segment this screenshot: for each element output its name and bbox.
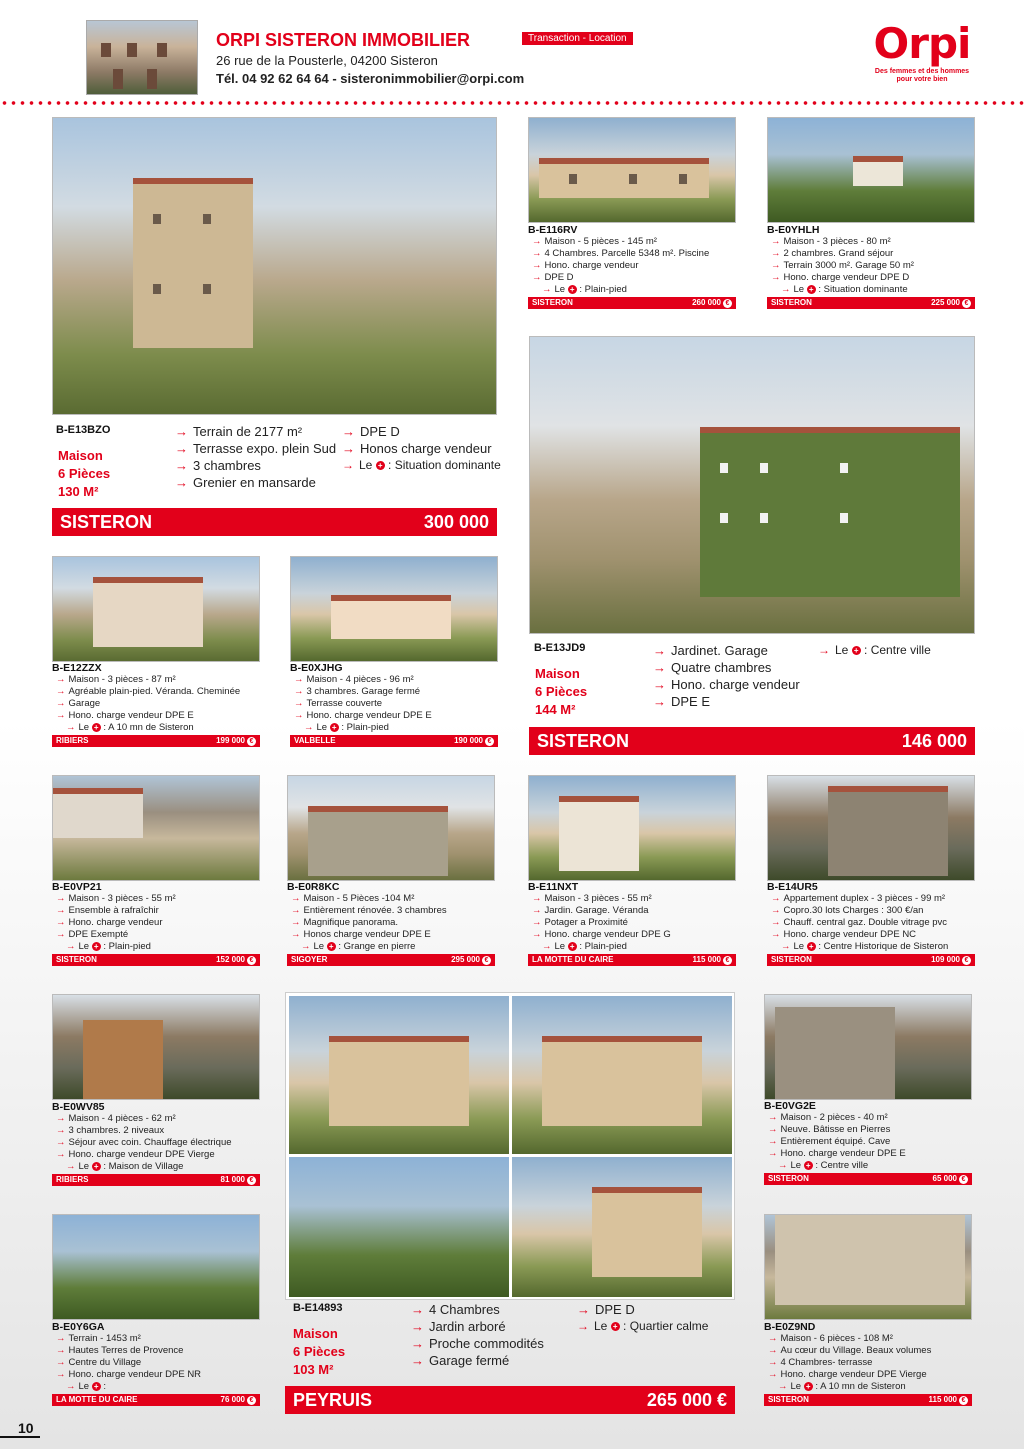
listing-card[interactable]	[52, 1321, 260, 1406]
listing-card[interactable]	[767, 881, 975, 966]
plus-icon: +	[92, 1382, 101, 1391]
logo-tagline-1: Des femmes et des hommes	[874, 68, 970, 75]
listing-price-bar: PEYRUIS 265 000 €	[285, 1386, 735, 1414]
listing-photo-b-e12zzx[interactable]	[52, 556, 260, 662]
euro-icon: €	[723, 299, 732, 308]
agency-address: 26 rue de la Pousterle, 04200 Sisteron	[216, 53, 438, 68]
listing-ref: B-E116RV	[528, 224, 578, 236]
listing-photo-b-e0r8kc[interactable]	[287, 775, 495, 881]
listing-ref: B-E0Y6GA	[52, 1321, 105, 1333]
euro-icon: €	[247, 1176, 256, 1185]
listing-card[interactable]	[52, 1101, 260, 1186]
listing-features: → Maison - 4 pièces - 62 m² → 3 chambres. 2 niveaux → Séjour avec coin. Chauffage électrique → Hono. charge vendeur DPE Vierge → Le + : Maison de Village	[52, 1113, 260, 1173]
plus-icon: +	[804, 1161, 813, 1170]
listing-price-bar: SISTERON 152 000 €	[52, 954, 260, 966]
listing-photo-b-e11nxt[interactable]	[528, 775, 736, 881]
orpi-logo	[866, 20, 978, 98]
listing-photo-b-e0yhlh[interactable]	[767, 117, 975, 223]
listing-photo-b-e0xjhg[interactable]	[290, 556, 498, 662]
listing-card[interactable]	[52, 881, 260, 966]
listing-features: → Maison - 4 pièces - 96 m² → 3 chambres. Garage fermé → Terrasse couverte → Hono. charge vendeur DPE E → Le + : Plain-pied	[290, 674, 498, 734]
euro-icon: €	[247, 737, 256, 746]
euro-icon: €	[485, 737, 494, 746]
listing-photo-b-e0vg2e[interactable]	[764, 994, 972, 1100]
listing-ref: B-E12ZZX	[52, 662, 102, 674]
listing-features: → Terrain de 2177 m² → Terrasse expo. plein Sud → 3 chambres → Grenier en mansarde	[175, 423, 336, 491]
listing-photo-b-e14ur5[interactable]	[767, 775, 975, 881]
listing-features: → Appartement duplex - 3 pièces - 99 m² → Copro.30 lots Charges : 300 €/an → Chauff. central gaz. Double vitrage pvc → Hono. charge vendeur DPE NC → Le + : Centre Historique de Sisteron	[767, 893, 975, 953]
listing-price-bar: SISTERON 260 000 €	[528, 297, 736, 309]
listing-features: → Maison - 5 pièces - 145 m² → 4 Chambres. Parcelle 5348 m². Piscine → Hono. charge vendeur → DPE D → Le + : Plain-pied	[528, 236, 736, 296]
plus-icon: +	[611, 1322, 620, 1331]
listing-features: → Maison - 2 pièces - 40 m² → Neuve. Bâtisse en Pierres → Entièrement équipé. Cave → Hono. charge vendeur DPE E → Le + : Centre ville	[764, 1112, 972, 1172]
listing-type: Maison 6 Pièces 144 M²	[535, 666, 588, 717]
listing-price-bar: SISTERON 225 000 €	[767, 297, 975, 309]
listing-photo-b-e0y6ga[interactable]	[52, 1214, 260, 1320]
listing-card[interactable]	[528, 224, 736, 309]
plus-icon: +	[807, 285, 816, 294]
plus-icon: +	[807, 942, 816, 951]
listing-price-bar: VALBELLE 190 000 €	[290, 735, 498, 747]
listing-ref: B-E0WV85	[52, 1101, 105, 1113]
listing-price-bar: RIBIERS 81 000 €	[52, 1174, 260, 1186]
plus-icon: +	[92, 723, 101, 732]
listing-price-bar: SISTERON 146 000	[529, 727, 975, 755]
listing-features: → Maison - 5 Pièces -104 M² → Entièrement rénovée. 3 chambres → Magnifique panorama. → Honos charge vendeur DPE E → Le + : Grange en pierre	[287, 893, 495, 953]
listing-features-2: → Le + : Centre ville	[818, 642, 931, 659]
listing-features: → 4 Chambres → Jardin arboré → Proche commodités → Garage fermé	[411, 1301, 544, 1369]
plus-icon: +	[568, 942, 577, 951]
listing-features-2: → DPE D → Le + : Quartier calme	[577, 1301, 708, 1335]
agency-name: ORPI SISTERON IMMOBILIER	[216, 30, 471, 50]
plus-icon: +	[568, 285, 577, 294]
euro-icon: €	[962, 299, 971, 308]
listing-card[interactable]	[764, 1100, 972, 1185]
transaction-location-tag: Transaction - Location	[522, 32, 633, 45]
listing-photo-b-e116rv[interactable]	[528, 117, 736, 223]
listing-card[interactable]	[290, 662, 498, 747]
listing-features: → Maison - 3 pièces - 55 m² → Ensemble à rafraîchir → Hono. charge vendeur → DPE Exempté → Le + : Plain-pied	[52, 893, 260, 953]
dotted-divider	[0, 100, 1024, 106]
euro-icon: €	[959, 1175, 968, 1184]
listing-features: → Terrain - 1453 m² → Hautes Terres de Provence → Centre du Village → Hono. charge vendeur DPE NR → Le + :	[52, 1333, 260, 1393]
listing-price-bar: SISTERON 300 000	[52, 508, 497, 536]
listing-card[interactable]	[767, 224, 975, 309]
euro-icon: €	[962, 956, 971, 965]
listing-features-2: → DPE D → Honos charge vendeur → Le + : Situation dominante	[342, 423, 501, 474]
listing-ref: B-E13BZO	[56, 424, 111, 436]
euro-icon: €	[482, 956, 491, 965]
plus-icon: +	[852, 646, 861, 655]
listing-price-bar: LA MOTTE DU CAIRE 76 000 €	[52, 1394, 260, 1406]
listing-card[interactable]	[764, 1321, 972, 1406]
listing-photo-b-e0vp21[interactable]	[52, 775, 260, 881]
listing-ref: B-E0VG2E	[764, 1100, 816, 1112]
logo-tagline-2: pour votre bien	[896, 76, 948, 83]
listing-ref: B-E14UR5	[767, 881, 818, 893]
listing-ref: B-E0YHLH	[767, 224, 820, 236]
page-number: 10	[0, 1420, 40, 1438]
listing-price-bar: SISTERON 115 000 €	[764, 1394, 972, 1406]
listing-type: Maison 6 Pièces 103 M²	[293, 1326, 346, 1377]
euro-icon: €	[959, 1396, 968, 1405]
plus-icon: +	[327, 942, 336, 951]
listing-price-bar: SIGOYER 295 000 €	[287, 954, 495, 966]
listing-features: → Maison - 6 pièces - 108 M² → Au cœur du Village. Beaux volumes → 4 Chambres- terrasse → Hono. charge vendeur DPE Vierge → Le + : A 10 mn de Sisteron	[764, 1333, 972, 1393]
euro-icon: €	[723, 956, 732, 965]
listing-card[interactable]	[52, 662, 260, 747]
listing-card[interactable]	[528, 881, 736, 966]
listing-price-bar: SISTERON 109 000 €	[767, 954, 975, 966]
listing-features: → Jardinet. Garage → Quatre chambres → Hono. charge vendeur → DPE E	[653, 642, 800, 710]
listing-type: Maison 6 Pièces 130 M²	[58, 448, 111, 499]
listing-photo-grid-b-e14893[interactable]	[285, 992, 735, 1300]
listing-price-bar: SISTERON 65 000 €	[764, 1173, 972, 1185]
plus-icon: +	[376, 461, 385, 470]
listing-ref: B-E0R8KC	[287, 881, 340, 893]
listing-photo-b-e13jd9[interactable]	[529, 336, 975, 634]
plus-icon: +	[330, 723, 339, 732]
listing-photo-b-e13bzo[interactable]	[52, 117, 497, 415]
agency-storefront-photo	[86, 20, 198, 95]
listing-price-bar: RIBIERS 199 000 €	[52, 735, 260, 747]
plus-icon: +	[92, 942, 101, 951]
plus-icon: +	[92, 1162, 101, 1171]
listing-ref: B-E13JD9	[534, 642, 586, 654]
listing-features: → Maison - 3 pièces - 80 m² → 2 chambres. Grand séjour → Terrain 3000 m². Garage 50 m² → Hono. charge vendeur DPE D → Le + : Situation dominante	[767, 236, 975, 296]
listing-features: → Maison - 3 pièces - 55 m² → Jardin. Garage. Véranda → Potager a Proximité → Hono. charge vendeur DPE G → Le + : Plain-pied	[528, 893, 736, 953]
listing-card[interactable]	[287, 881, 495, 966]
listing-photo-b-e0z9nd[interactable]	[764, 1214, 972, 1320]
listing-ref: B-E11NXT	[528, 881, 579, 893]
euro-icon: €	[247, 1396, 256, 1405]
plus-icon: +	[804, 1382, 813, 1391]
euro-icon: €	[247, 956, 256, 965]
listing-features: → Maison - 3 pièces - 87 m² → Agréable plain-pied. Véranda. Cheminée → Garage → Hono. charge vendeur DPE E → Le + : A 10 mn de Sisteron	[52, 674, 260, 734]
logo-word: Orpi	[873, 19, 971, 68]
listing-ref: B-E14893	[293, 1302, 343, 1314]
agency-contact[interactable]: Tél. 04 92 62 64 64 - sisteronimmobilier@orpi.com	[216, 71, 525, 86]
listing-photo-b-e0wv85[interactable]	[52, 994, 260, 1100]
listing-price-bar: LA MOTTE DU CAIRE 115 000 €	[528, 954, 736, 966]
listing-ref: B-E0XJHG	[290, 662, 343, 674]
listing-ref: B-E0VP21	[52, 881, 102, 893]
listing-ref: B-E0Z9ND	[764, 1321, 816, 1333]
